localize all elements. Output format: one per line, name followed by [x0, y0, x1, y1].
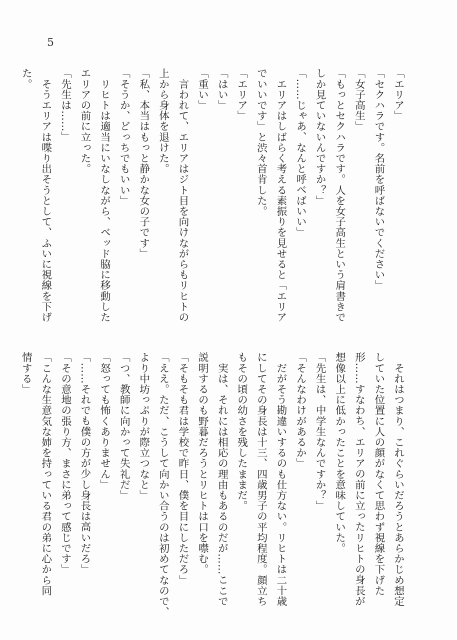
- text-line: 「はい」: [215, 68, 228, 111]
- text-line: 「その意地の張り方、まさに弟って感じです」: [58, 352, 71, 575]
- text-line: 「そんなわけがあるか」: [294, 352, 307, 469]
- text-line: そうエリアは喋り出そうとして、ふいに視線を下げ: [39, 68, 52, 323]
- text-line: 「つ、教師に向かって失礼だ」: [117, 352, 130, 501]
- text-line: 情する」: [19, 352, 32, 395]
- text-line: 「重い」: [196, 68, 209, 111]
- text-line: もその頃の幼さを残したままだ。: [235, 352, 248, 511]
- text-line: でいいです」と渋々首肯した。: [254, 68, 267, 217]
- text-line: 「……じゃあ、なんと呼べばいい」: [294, 68, 307, 238]
- text-line: にしてその身長は十三、四歳男子の平均程度。顔立ち: [254, 352, 267, 607]
- text-line: それはつまり、これぐらいだろうとあらかじめ想定: [392, 352, 404, 607]
- text-line: 「もっとセクハラです。人を女子高生という肩書きで: [333, 68, 346, 323]
- text-line: た。: [19, 68, 32, 90]
- text-line: していた位置に人の顔がなくて思わず視線を下げた: [372, 352, 385, 596]
- upper-text-block: [15, 68, 407, 326]
- text-line: 「怒っても怖くありません」: [98, 352, 111, 490]
- text-line: 「……それでも僕の方が少し身長は高いだろ」: [78, 352, 91, 575]
- text-line: 想像以上に低かったことを意味していた。: [333, 352, 346, 554]
- text-line: 「ええ。ただ、こうして向かい合うのは初めてなので、: [156, 352, 169, 617]
- page-number: 5: [47, 36, 54, 49]
- text-line: 「こんな生意気な姉を持っている君の弟に心から同: [39, 352, 52, 596]
- text-line: 「女子高生」: [352, 68, 365, 132]
- text-line: リヒトは適当にいなしながら、ベッド脇に移動した: [98, 68, 111, 323]
- text-line: 「エリア」: [392, 68, 404, 121]
- text-line: だがそう勘違いするのも仕方ない。リヒトは二十歳: [274, 352, 287, 607]
- text-line: 形……すなわち、エリアの前に立ったリヒトの身長が: [352, 352, 365, 607]
- text-line: より中坊っぷりが際立つなと」: [137, 352, 150, 501]
- text-line: 言われて、エリアはジト目を向けながらもリヒトの: [176, 68, 189, 323]
- text-line: 「先生は、中学生なんですか？」: [313, 352, 326, 511]
- lower-text-block: [15, 352, 407, 617]
- text-line: エリアの前に立った。: [78, 68, 91, 174]
- text-line: しか見ていないんですか？」: [313, 68, 326, 206]
- text-line: 説明するのも野暮だろうとリヒトは口を噤む。: [196, 352, 209, 575]
- text-line: 「セクハラです。名前を呼ばないでください」: [372, 68, 385, 291]
- text-line: 「そもそも君は学校で昨日、僕を目にしただろ」: [176, 352, 189, 586]
- text-line: 「私、本当はもっと静かな女の子です」: [137, 68, 150, 259]
- text-line: 「そうか、どっちでもいい」: [117, 68, 130, 206]
- text-line: 「先生は……」: [58, 68, 71, 143]
- text-line: 実は、それには相応の理由もあるのだが……ここで: [215, 352, 228, 607]
- text-line: 「エリア」: [235, 68, 248, 121]
- text-line: エリアはしばらく考える素振りを見せると「エリア: [274, 68, 287, 323]
- text-line: 上から身体を退けた。: [156, 68, 169, 174]
